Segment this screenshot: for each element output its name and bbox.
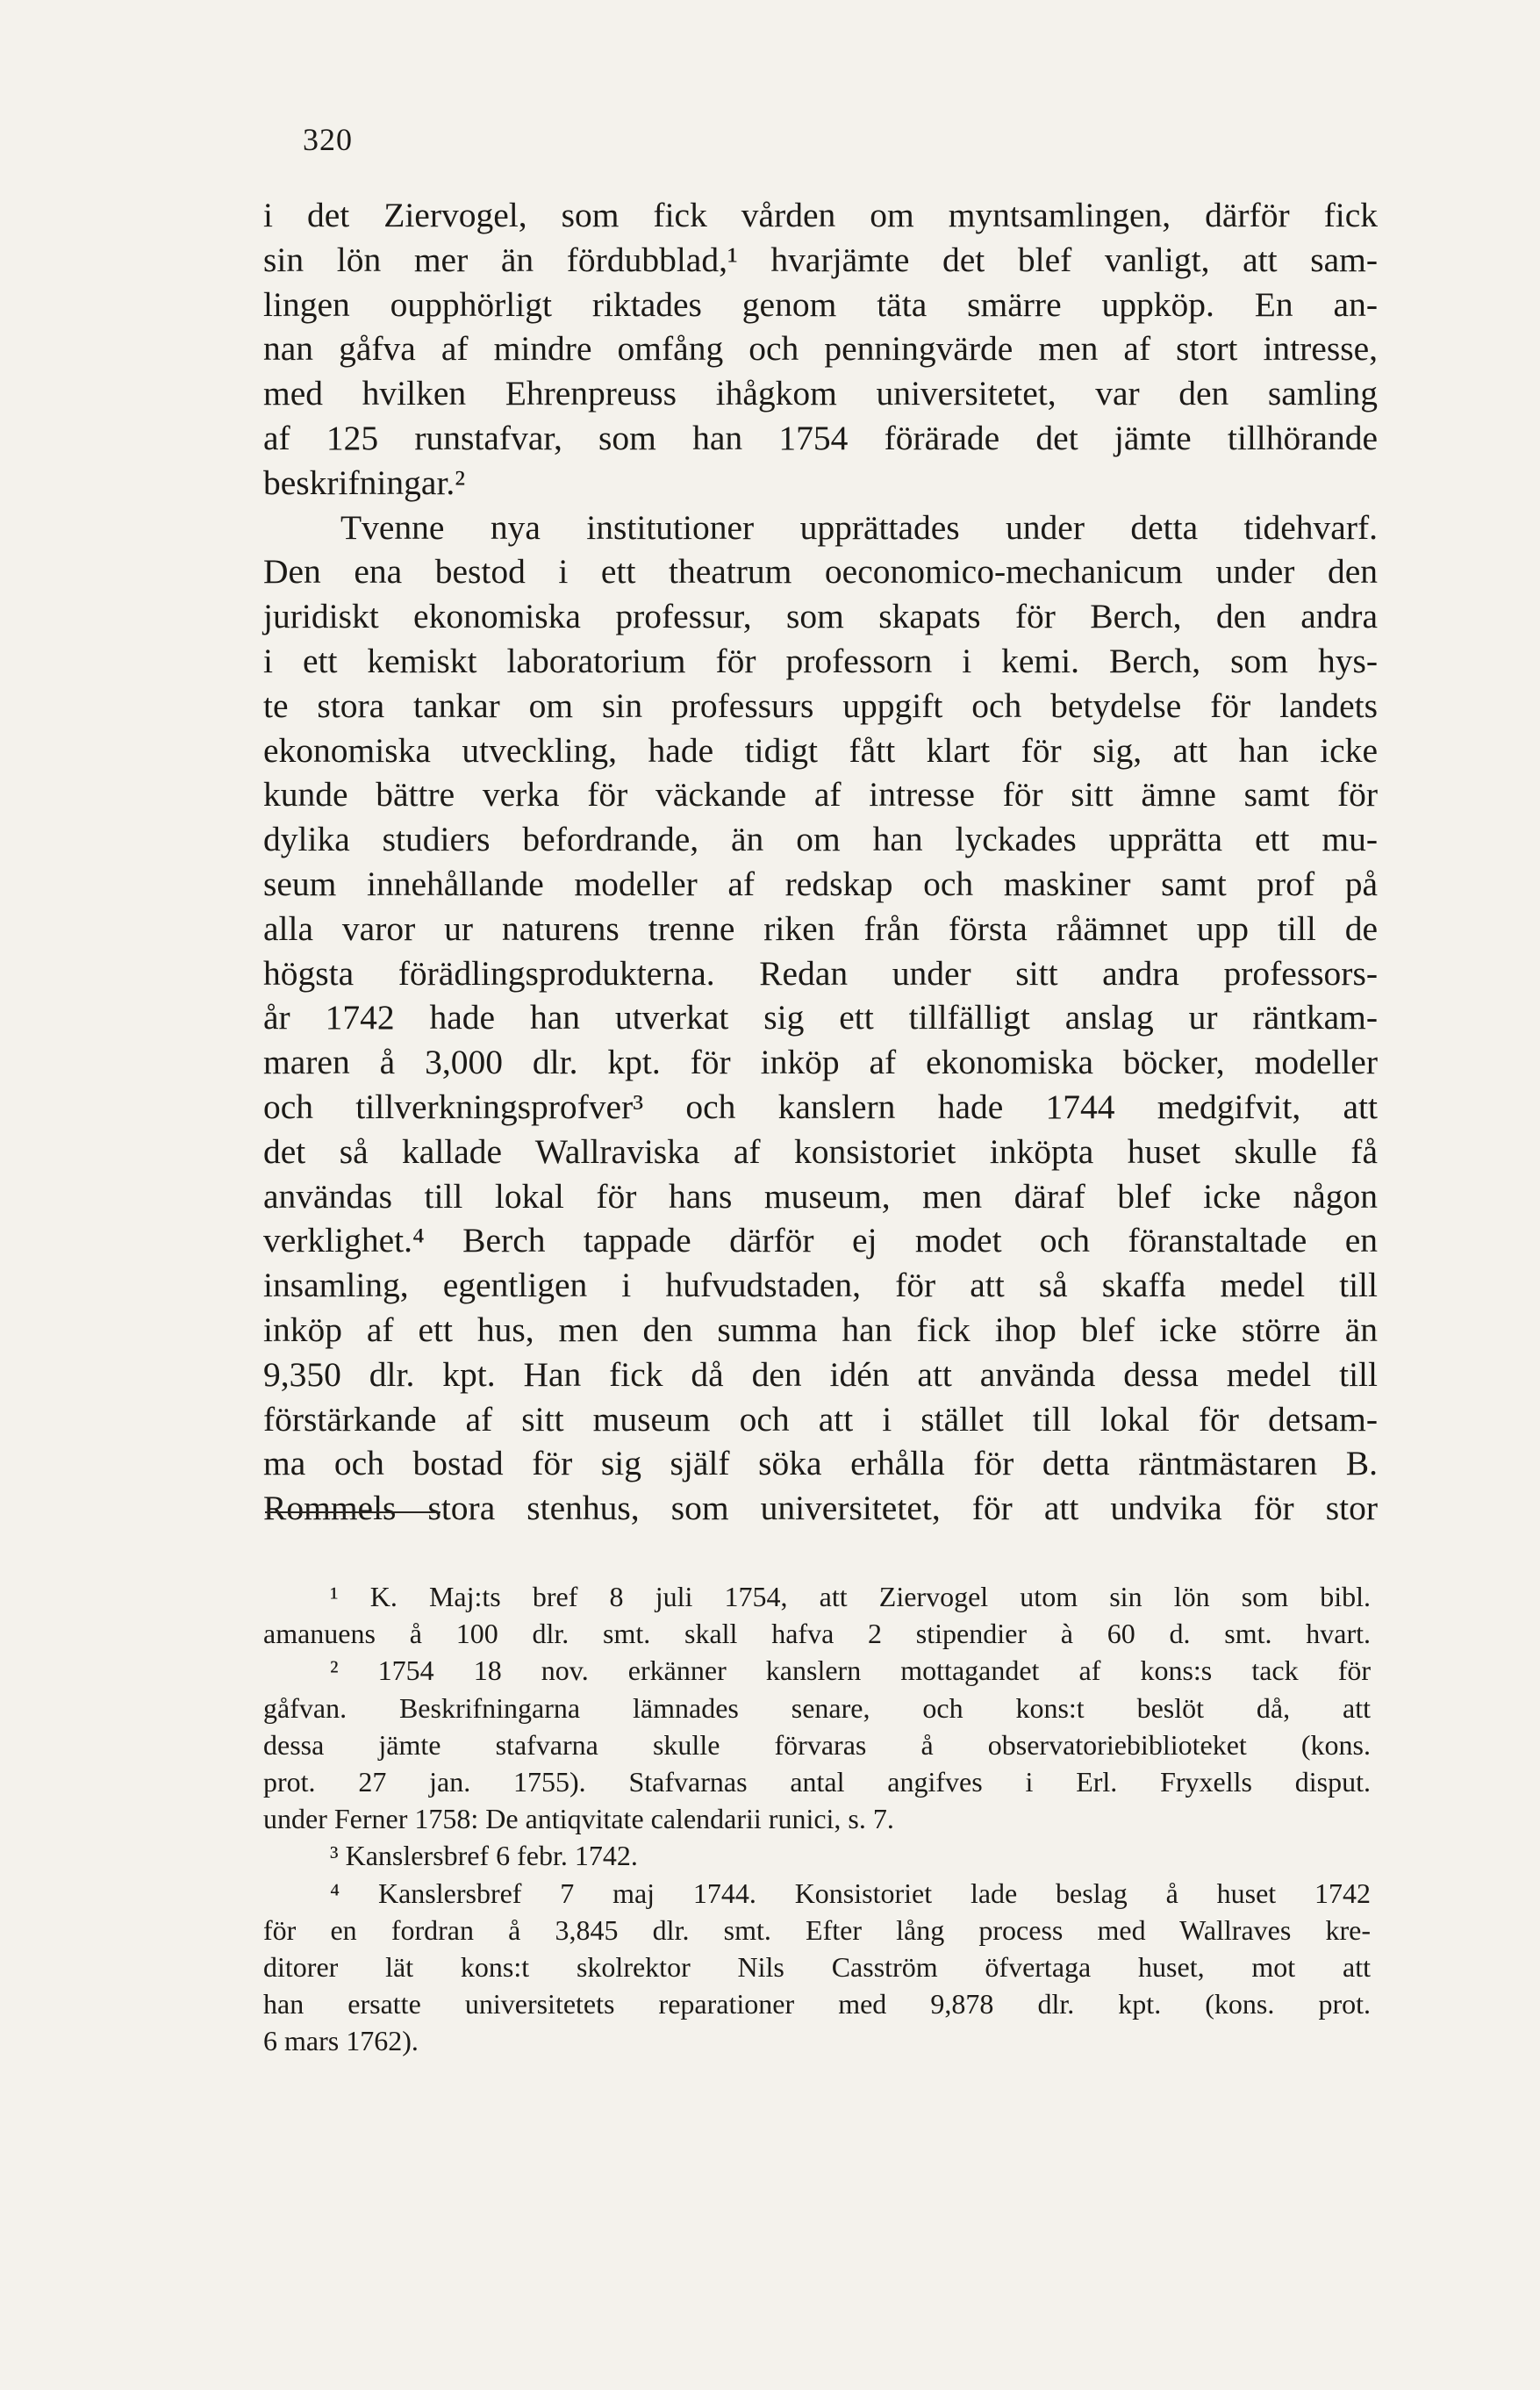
- footnote-line: ⁴ Kanslersbref 7 maj 1744. Konsistoriet lade beslag å huset 1742: [330, 1877, 1371, 1909]
- text-line: insamling, egentligen i hufvudstaden, för att så skaffa medel till: [263, 1266, 1378, 1305]
- text-line: i ett kemiskt laboratorium för professorn i kemi. Berch, som hys-: [263, 641, 1378, 680]
- text-line: användas till lokal för hans museum, men däraf blef icke någon: [263, 1176, 1378, 1216]
- text-line: dylika studiers befordrande, än om han lyckades upprätta ett mu-: [263, 820, 1378, 859]
- text-line: Rommels stora stenhus, som universitetet, för att undvika för stor: [263, 1489, 1378, 1528]
- text-line: maren å 3,000 dlr. kpt. för inköp af ekonomiska böcker, modeller: [263, 1043, 1378, 1082]
- text-line: högsta förädlingsprodukterna. Redan under sitt andra professors-: [263, 953, 1378, 993]
- text-line: det så kallade Wallraviska af konsistoriet inköpta huset skulle få: [263, 1131, 1378, 1171]
- footnote-line: 6 mars 1762).: [263, 2025, 419, 2057]
- text-line: ekonomiska utveckling, hade tidigt fått klart för sig, att han icke: [263, 730, 1378, 770]
- text-line: i det Ziervogel, som fick vården om myntsamlingen, därför fick: [263, 196, 1378, 234]
- text-line: ma och bostad för sig själf söka erhålla för detta räntmästaren B.: [263, 1444, 1378, 1483]
- text-line: Den ena bestod i ett theatrum oeconomico-mechanicum under den: [263, 552, 1378, 592]
- text-line: te stora tankar om sin professurs uppgift och betydelse för landets: [263, 685, 1378, 725]
- text-line: verklighet.⁴ Berch tappade därför ej modet och föranstaltade en: [263, 1221, 1378, 1260]
- footnote-divider: [265, 1511, 441, 1513]
- footnote-line: prot. 27 jan. 1755). Stafvarnas antal angifves i Erl. Fryxells disput.: [263, 1765, 1371, 1798]
- footnote-line: han ersatte universitetets reparationer med 9,878 dlr. kpt. (kons. prot.: [263, 1988, 1371, 2020]
- text-line: förstärkande af sitt museum och att i stället till lokal för detsam-: [263, 1399, 1378, 1439]
- footnote-line: under Ferner 1758: De antiqvitate calendarii runici, s. 7.: [263, 1803, 894, 1835]
- footnote-line: amanuens å 100 dlr. smt. skall hafva 2 stipendier à 60 d. smt. hvart.: [263, 1618, 1371, 1650]
- text-line: med hvilken Ehrenpreuss ihågkom universitetet, var den samling: [263, 374, 1378, 413]
- text-line: juridiskt ekonomiska professur, som skapats för Berch, den andra: [263, 597, 1378, 636]
- footnote-line: ¹ K. Maj:ts bref 8 juli 1754, att Ziervogel utom sin lön som bibl.: [330, 1581, 1371, 1612]
- footnotes: [263, 1578, 1371, 2059]
- text-line: alla varor ur naturens trenne riken från första råämnet upp till de: [263, 908, 1378, 948]
- footnote-line: ² 1754 18 nov. erkänner kanslern mottagandet af kons:s tack för: [330, 1654, 1371, 1687]
- text-line: inköp af ett hus, men den summa han fick ihop blef icke större än: [263, 1310, 1378, 1349]
- text-line: och tillverkningsprofver³ och kanslern hade 1744 medgifvit, att: [263, 1087, 1378, 1126]
- text-line: 9,350 dlr. kpt. Han fick då den idén att använda dessa medel till: [263, 1354, 1378, 1394]
- footnote-line: för en fordran å 3,845 dlr. smt. Efter lång process med Wallraves kre-: [263, 1913, 1371, 1946]
- text-line: lingen oupphörligt riktades genom täta smärre uppköp. En an-: [263, 284, 1378, 324]
- text-line: Tvenne nya institutioner upprättades under detta tidehvarf.: [340, 507, 1378, 547]
- text-line: beskrifningar.²: [263, 463, 466, 502]
- footnote-line: ³ Kanslersbref 6 febr. 1742.: [330, 1840, 638, 1872]
- text-line: seum innehållande modeller af redskap och maskiner samt prof på: [263, 864, 1378, 903]
- text-line: kunde bättre verka för väckande af intresse för sitt ämne samt för: [263, 775, 1378, 815]
- footnote-line: ditorer lät kons:t skolrektor Nils Casström öfvertaga huset, mot att: [263, 1950, 1371, 1983]
- footnote-line: dessa jämte stafvarna skulle förvaras å observatoriebiblioteket (kons.: [263, 1728, 1371, 1761]
- text-line: af 125 runstafvar, som han 1754 förärade det jämte tillhörande: [263, 418, 1378, 457]
- footnote-line: gåfvan. Beskrifningarna lämnades senare, och kons:t beslöt då, att: [263, 1691, 1371, 1724]
- text-line: år 1742 hade han utverkat sig ett tillfälligt anslag ur räntkam-: [263, 998, 1378, 1037]
- text-line: sin lön mer än fördubblad,¹ hvarjämte det blef vanligt, att sam-: [263, 240, 1378, 279]
- page-number: 320: [303, 122, 353, 157]
- body-text: [263, 193, 1378, 1531]
- text-line: nan gåfva af mindre omfång och penningvärde men af stort intresse,: [263, 329, 1378, 369]
